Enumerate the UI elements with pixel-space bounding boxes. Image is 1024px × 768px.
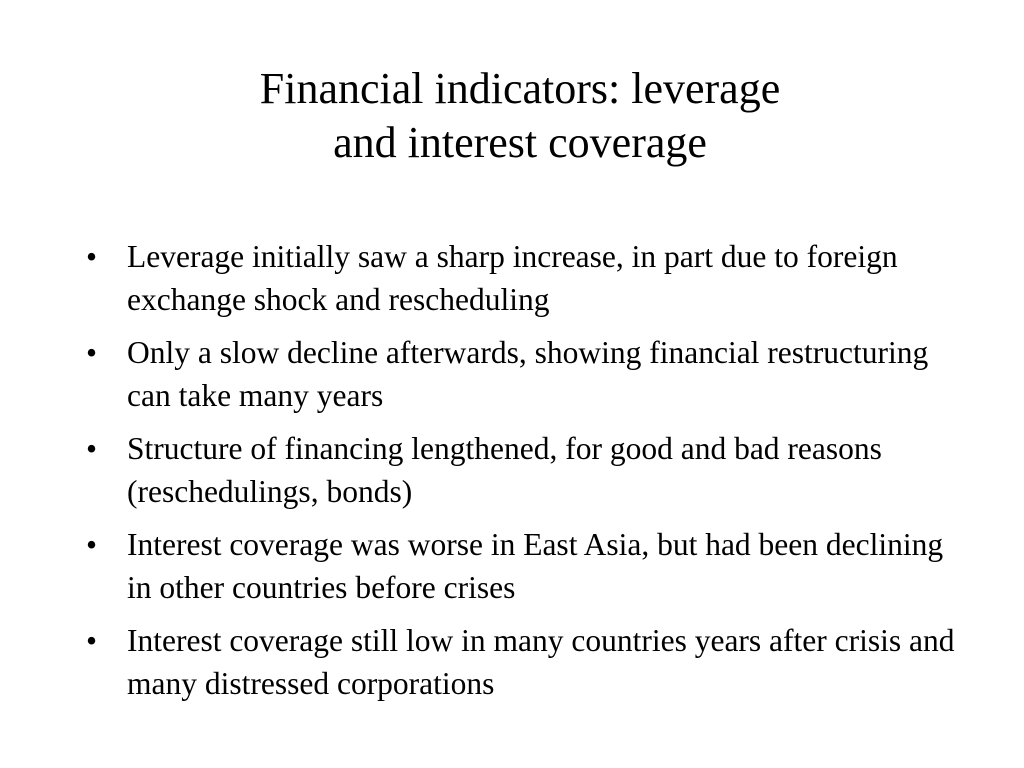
bullet-item [86, 619, 966, 705]
bullet-item [86, 331, 966, 417]
bullet-text: Interest coverage still low in many countries years after crisis and many distressed corporations [127, 623, 955, 701]
slide-title-line-1: Financial indicators: leverage [259, 64, 781, 113]
slide-title [0, 62, 1024, 170]
slide-title-line-2: and interest coverage [333, 118, 707, 167]
bullet-icon: • [86, 623, 98, 658]
bullet-item [86, 427, 966, 513]
bullet-icon: • [86, 527, 98, 562]
bullet-icon: • [86, 431, 98, 466]
bullet-text: Only a slow decline afterwards, showing financial restructuring can take many years [127, 335, 929, 413]
bullet-icon: • [86, 335, 98, 370]
bullet-text: Leverage initially saw a sharp increase, in part due to foreign exchange shock and rescheduling [127, 239, 898, 317]
bullet-text: Structure of financing lengthened, for good and bad reasons (reschedulings, bonds) [127, 431, 882, 509]
bullet-item [86, 235, 966, 321]
bullet-list [86, 235, 966, 715]
bullet-item [86, 523, 966, 609]
bullet-text: Interest coverage was worse in East Asia, but had been declining in other countries before crises [127, 527, 944, 605]
bullet-icon: • [86, 239, 98, 274]
